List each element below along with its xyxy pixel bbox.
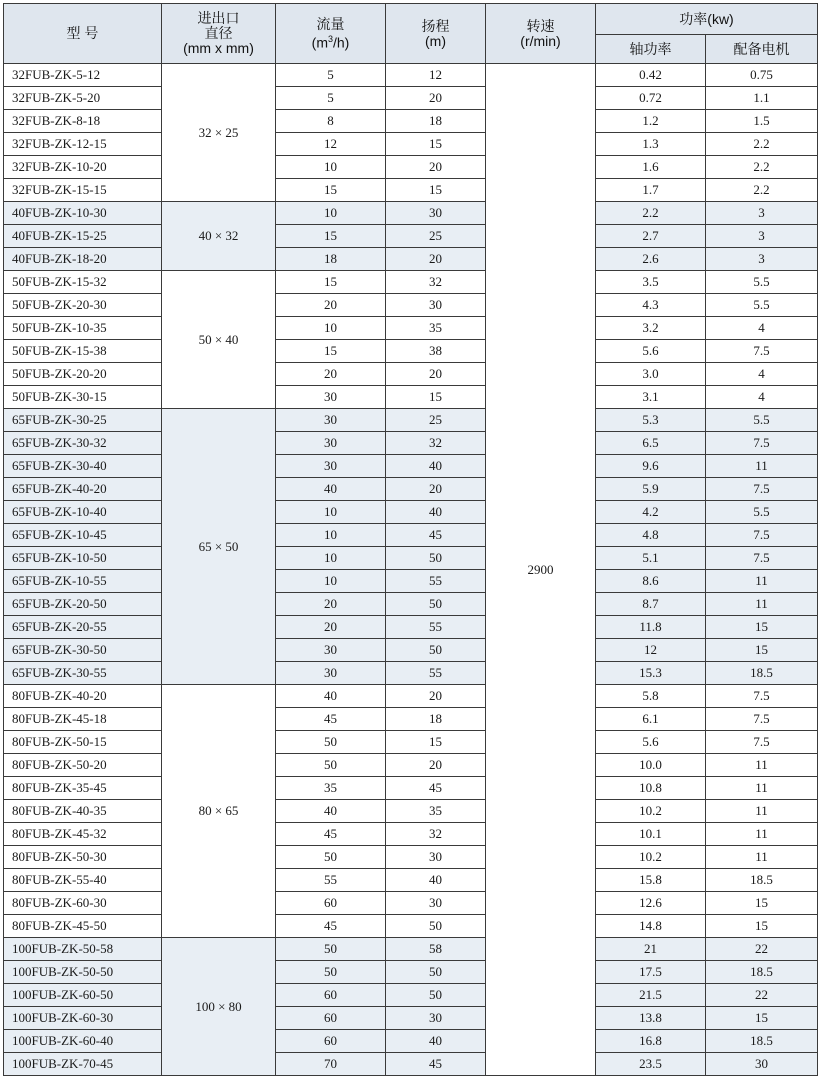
model-cell: 100FUB-ZK-60-50 [4,984,162,1007]
model-cell: 32FUB-ZK-12-15 [4,133,162,156]
model-cell: 80FUB-ZK-45-50 [4,915,162,938]
motor-power-cell: 0.75 [706,64,818,87]
table-row [4,869,818,892]
motor-power-cell: 22 [706,938,818,961]
model-cell: 32FUB-ZK-5-12 [4,64,162,87]
table-row [4,984,818,1007]
shaft-power-cell: 3.0 [596,363,706,386]
table-row [4,110,818,133]
head-cell: 30 [386,202,486,225]
shaft-power-cell: 6.5 [596,432,706,455]
head-cell: 20 [386,478,486,501]
shaft-power-cell: 9.6 [596,455,706,478]
table-row [4,708,818,731]
model-cell: 50FUB-ZK-10-35 [4,317,162,340]
model-cell: 100FUB-ZK-70-45 [4,1053,162,1076]
table-row [4,823,818,846]
speed-column-header: 转速 (r/min) [486,4,596,64]
motor-power-cell: 3 [706,225,818,248]
head-cell: 50 [386,984,486,1007]
table-row [4,685,818,708]
model-cell: 65FUB-ZK-10-50 [4,547,162,570]
flow-cell: 30 [276,639,386,662]
motor-power-cell: 7.5 [706,478,818,501]
flow-cell: 8 [276,110,386,133]
motor-power-cell: 3 [706,202,818,225]
shaft-power-cell: 5.6 [596,731,706,754]
model-cell: 65FUB-ZK-30-50 [4,639,162,662]
shaft-power-cell: 2.7 [596,225,706,248]
motor-power-cell: 7.5 [706,708,818,731]
flow-cell: 30 [276,432,386,455]
head-cell: 35 [386,317,486,340]
shaft-power-cell: 17.5 [596,961,706,984]
head-cell: 58 [386,938,486,961]
head-cell: 50 [386,915,486,938]
flow-cell: 5 [276,64,386,87]
table-row [4,1030,818,1053]
shaft-power-cell: 8.7 [596,593,706,616]
motor-power-cell: 5.5 [706,501,818,524]
diameter-cell: 32 × 25 [162,64,276,202]
shaft-power-cell: 2.6 [596,248,706,271]
shaft-power-cell: 11.8 [596,616,706,639]
motor-power-cell: 15 [706,616,818,639]
head-cell: 20 [386,685,486,708]
shaft-power-cell: 10.0 [596,754,706,777]
table-row [4,133,818,156]
flow-cell: 45 [276,823,386,846]
table-row [4,225,818,248]
shaft-power-cell: 12.6 [596,892,706,915]
table-row [4,317,818,340]
table-row [4,294,818,317]
table-row [4,386,818,409]
table-row [4,248,818,271]
motor-power-cell: 22 [706,984,818,1007]
motor-power-cell: 15 [706,892,818,915]
motor-power-cell: 18.5 [706,1030,818,1053]
head-cell: 32 [386,271,486,294]
shaft-power-cell: 12 [596,639,706,662]
model-cell: 100FUB-ZK-50-58 [4,938,162,961]
head-cell: 55 [386,616,486,639]
model-cell: 40FUB-ZK-18-20 [4,248,162,271]
table-row [4,363,818,386]
head-cell: 20 [386,156,486,179]
shaft-power-cell: 10.2 [596,800,706,823]
model-cell: 40FUB-ZK-10-30 [4,202,162,225]
table-row [4,961,818,984]
table-row [4,87,818,110]
model-cell: 65FUB-ZK-30-55 [4,662,162,685]
table-row [4,409,818,432]
motor-power-cell: 3 [706,248,818,271]
shaft-power-cell: 21.5 [596,984,706,1007]
head-cell: 32 [386,432,486,455]
diameter-cell: 80 × 65 [162,685,276,938]
table-row [4,524,818,547]
flow-cell: 30 [276,662,386,685]
shaft-power-cell: 15.8 [596,869,706,892]
table-row [4,547,818,570]
motor-power-cell: 5.5 [706,294,818,317]
table-row [4,179,818,202]
head-cell: 32 [386,823,486,846]
model-cell: 65FUB-ZK-30-40 [4,455,162,478]
shaft-power-cell: 1.7 [596,179,706,202]
shaft-power-cell: 8.6 [596,570,706,593]
flow-cell: 30 [276,386,386,409]
motor-power-cell: 11 [706,846,818,869]
head-cell: 20 [386,363,486,386]
shaft-power-cell: 3.5 [596,271,706,294]
motor-power-cell: 4 [706,317,818,340]
head-column-header: 扬程 (m) [386,4,486,64]
head-cell: 45 [386,777,486,800]
flow-cell: 12 [276,133,386,156]
shaft-power-cell: 1.3 [596,133,706,156]
diameter-cell: 50 × 40 [162,271,276,409]
table-row [4,202,818,225]
motor-power-cell: 11 [706,754,818,777]
flow-cell: 18 [276,248,386,271]
speed-cell: 2900 [486,64,596,1076]
shaft-power-cell: 10.8 [596,777,706,800]
motor-power-cell: 7.5 [706,524,818,547]
head-cell: 18 [386,708,486,731]
shaft-power-cell: 2.2 [596,202,706,225]
model-cell: 50FUB-ZK-30-15 [4,386,162,409]
flow-cell: 20 [276,593,386,616]
motor-power-cell: 4 [706,386,818,409]
head-cell: 15 [386,133,486,156]
model-cell: 80FUB-ZK-60-30 [4,892,162,915]
motor-power-cell: 7.5 [706,731,818,754]
model-cell: 80FUB-ZK-55-40 [4,869,162,892]
model-column-header: 型 号 [4,4,162,64]
motor-power-cell: 4 [706,363,818,386]
model-cell: 65FUB-ZK-30-32 [4,432,162,455]
table-row [4,639,818,662]
flow-cell: 35 [276,777,386,800]
flow-cell: 10 [276,501,386,524]
motor-power-cell: 7.5 [706,685,818,708]
flow-cell: 45 [276,915,386,938]
flow-cell: 10 [276,547,386,570]
head-cell: 18 [386,110,486,133]
shaft-power-cell: 3.1 [596,386,706,409]
head-cell: 55 [386,570,486,593]
shaft-power-cell: 4.8 [596,524,706,547]
table-row [4,455,818,478]
shaft-power-cell: 5.3 [596,409,706,432]
shaft-power-cell: 0.42 [596,64,706,87]
table-row [4,777,818,800]
table-row [4,271,818,294]
head-cell: 15 [386,386,486,409]
flow-cell: 55 [276,869,386,892]
flow-cell: 15 [276,271,386,294]
head-cell: 55 [386,662,486,685]
flow-cell: 60 [276,892,386,915]
shaft-power-cell: 15.3 [596,662,706,685]
head-cell: 50 [386,639,486,662]
shaft-power-cell: 13.8 [596,1007,706,1030]
shaft-power-cell: 5.9 [596,478,706,501]
diameter-cell: 40 × 32 [162,202,276,271]
model-cell: 32FUB-ZK-15-15 [4,179,162,202]
model-cell: 65FUB-ZK-10-55 [4,570,162,593]
motor-power-cell: 2.2 [706,133,818,156]
model-cell: 65FUB-ZK-10-40 [4,501,162,524]
shaft-power-cell: 23.5 [596,1053,706,1076]
flow-cell: 30 [276,409,386,432]
head-cell: 30 [386,1007,486,1030]
shaft-power-cell: 4.3 [596,294,706,317]
motor-power-cell: 15 [706,1007,818,1030]
flow-cell: 10 [276,570,386,593]
flow-cell: 50 [276,731,386,754]
model-cell: 50FUB-ZK-20-30 [4,294,162,317]
table-row [4,570,818,593]
flow-cell: 45 [276,708,386,731]
motor-power-cell: 11 [706,593,818,616]
model-cell: 80FUB-ZK-45-32 [4,823,162,846]
head-cell: 45 [386,1053,486,1076]
motor-power-cell: 15 [706,639,818,662]
flow-cell: 10 [276,156,386,179]
table-header [4,4,818,64]
motor-power-cell: 7.5 [706,547,818,570]
flow-cell: 10 [276,202,386,225]
table-row [4,593,818,616]
head-cell: 15 [386,731,486,754]
table-row [4,156,818,179]
shaft-power-cell: 5.1 [596,547,706,570]
diameter-cell: 100 × 80 [162,938,276,1076]
diameter-column-header: 进出口 直径 (mm x mm) [162,4,276,64]
head-cell: 30 [386,846,486,869]
motor-power-cell: 11 [706,823,818,846]
flow-cell: 60 [276,984,386,1007]
head-cell: 50 [386,961,486,984]
model-cell: 80FUB-ZK-40-20 [4,685,162,708]
model-cell: 80FUB-ZK-45-18 [4,708,162,731]
motor-power-cell: 11 [706,800,818,823]
table-row [4,846,818,869]
flow-cell: 20 [276,294,386,317]
model-cell: 65FUB-ZK-20-55 [4,616,162,639]
model-cell: 32FUB-ZK-8-18 [4,110,162,133]
model-cell: 80FUB-ZK-50-30 [4,846,162,869]
flow-cell: 20 [276,363,386,386]
head-cell: 20 [386,248,486,271]
flow-cell: 60 [276,1030,386,1053]
flow-cell: 20 [276,616,386,639]
model-cell: 65FUB-ZK-30-25 [4,409,162,432]
shaft-power-cell: 6.1 [596,708,706,731]
flow-column-header: 流量 $(m^3/h)$ [276,4,386,64]
motor-power-cell: 11 [706,455,818,478]
flow-cell: 70 [276,1053,386,1076]
table-row [4,1007,818,1030]
motor-power-cell: 18.5 [706,961,818,984]
table-row [4,662,818,685]
table-row [4,64,818,87]
shaft-power-cell: 5.8 [596,685,706,708]
model-cell: 100FUB-ZK-60-30 [4,1007,162,1030]
flow-cell: 10 [276,317,386,340]
motor-power-cell: 1.1 [706,87,818,110]
shaft-power-cell: 14.8 [596,915,706,938]
flow-cell: 50 [276,754,386,777]
motor-power-cell: 30 [706,1053,818,1076]
table-body [4,64,818,1076]
motor-power-cell: 2.2 [706,179,818,202]
table-row [4,754,818,777]
motor-power-cell: 11 [706,777,818,800]
table-row [4,915,818,938]
motor-power-cell: 5.5 [706,271,818,294]
head-cell: 40 [386,455,486,478]
flow-cell: 50 [276,846,386,869]
flow-cell: 10 [276,524,386,547]
flow-cell: 5 [276,87,386,110]
head-cell: 15 [386,179,486,202]
head-cell: 20 [386,754,486,777]
flow-cell: 15 [276,340,386,363]
model-cell: 32FUB-ZK-5-20 [4,87,162,110]
head-cell: 50 [386,593,486,616]
head-cell: 30 [386,892,486,915]
head-cell: 20 [386,87,486,110]
table-row [4,340,818,363]
head-cell: 25 [386,409,486,432]
head-cell: 40 [386,1030,486,1053]
table-row [4,731,818,754]
motor-power-column-header: 配备电机 [706,35,818,64]
head-cell: 50 [386,547,486,570]
motor-power-cell: 18.5 [706,869,818,892]
shaft-power-cell: 16.8 [596,1030,706,1053]
head-cell: 40 [386,501,486,524]
motor-power-cell: 15 [706,915,818,938]
table-row [4,892,818,915]
table-row [4,616,818,639]
flow-cell: 50 [276,961,386,984]
shaft-power-cell: 21 [596,938,706,961]
motor-power-cell: 11 [706,570,818,593]
head-cell: 12 [386,64,486,87]
model-cell: 65FUB-ZK-20-50 [4,593,162,616]
motor-power-cell: 5.5 [706,409,818,432]
flow-cell: 30 [276,455,386,478]
shaft-power-cell: 10.2 [596,846,706,869]
motor-power-cell: 18.5 [706,662,818,685]
shaft-power-cell: 10.1 [596,823,706,846]
model-cell: 80FUB-ZK-40-35 [4,800,162,823]
motor-power-cell: 2.2 [706,156,818,179]
head-cell: 30 [386,294,486,317]
model-cell: 80FUB-ZK-50-15 [4,731,162,754]
power-column-header: 功率(kw) [596,4,818,35]
flow-cell: 40 [276,685,386,708]
motor-power-cell: 1.5 [706,110,818,133]
head-cell: 25 [386,225,486,248]
pump-spec-table [3,3,818,1076]
table-row [4,478,818,501]
motor-power-cell: 7.5 [706,432,818,455]
model-cell: 65FUB-ZK-10-45 [4,524,162,547]
model-cell: 100FUB-ZK-50-50 [4,961,162,984]
motor-power-cell: 7.5 [706,340,818,363]
table-row [4,501,818,524]
flow-cell: 40 [276,800,386,823]
model-cell: 50FUB-ZK-20-20 [4,363,162,386]
table-row [4,432,818,455]
table-row [4,1053,818,1076]
model-cell: 100FUB-ZK-60-40 [4,1030,162,1053]
flow-cell: 15 [276,179,386,202]
head-cell: 40 [386,869,486,892]
shaft-power-cell: 4.2 [596,501,706,524]
table-row [4,938,818,961]
head-cell: 38 [386,340,486,363]
model-cell: 40FUB-ZK-15-25 [4,225,162,248]
flow-cell: 15 [276,225,386,248]
shaft-power-cell: 1.2 [596,110,706,133]
model-cell: 80FUB-ZK-35-45 [4,777,162,800]
shaft-power-cell: 1.6 [596,156,706,179]
model-cell: 80FUB-ZK-50-20 [4,754,162,777]
shaft-power-cell: 3.2 [596,317,706,340]
flow-cell: 60 [276,1007,386,1030]
model-cell: 50FUB-ZK-15-32 [4,271,162,294]
model-cell: 50FUB-ZK-15-38 [4,340,162,363]
shaft-power-cell: 0.72 [596,87,706,110]
diameter-cell: 65 × 50 [162,409,276,685]
head-cell: 35 [386,800,486,823]
model-cell: 32FUB-ZK-10-20 [4,156,162,179]
flow-cell: 40 [276,478,386,501]
model-cell: 65FUB-ZK-40-20 [4,478,162,501]
head-cell: 45 [386,524,486,547]
shaft-power-column-header: 轴功率 [596,35,706,64]
shaft-power-cell: 5.6 [596,340,706,363]
flow-cell: 50 [276,938,386,961]
table-row [4,800,818,823]
